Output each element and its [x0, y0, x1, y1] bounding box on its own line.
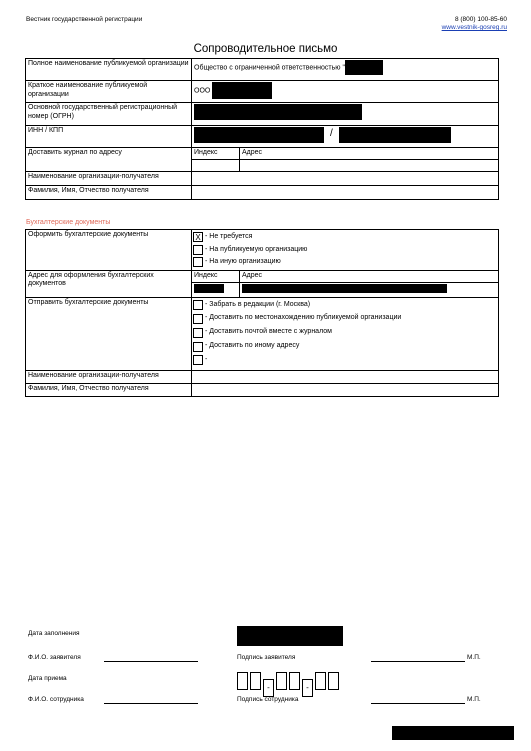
applicant-fio-line[interactable] [104, 661, 198, 662]
row-acc-recipient-org [26, 371, 499, 384]
employee-sign-line[interactable] [371, 703, 465, 704]
fill-date-redacted [237, 626, 343, 646]
row-acc-address-header [26, 270, 499, 282]
inn-kpp-cell[interactable] [192, 125, 499, 147]
option-label: - Не требуется [205, 233, 253, 240]
acc-recipient-fio-input[interactable] [192, 384, 499, 397]
full-name-label: Полное наименование публикуемой организации [26, 59, 192, 81]
date-cell[interactable] [237, 672, 248, 690]
send-docs-label: Отправить бухгалтерские документы [26, 298, 192, 371]
row-full-name [26, 59, 499, 81]
applicant-sign-label: Подпись заявителя [237, 654, 296, 661]
date-cell[interactable] [276, 672, 287, 690]
short-name-value: ООО [194, 87, 211, 95]
row-issue-docs [26, 230, 499, 271]
recipient-org-input[interactable] [192, 171, 499, 185]
date-cell[interactable] [315, 672, 326, 690]
stamp-label-1: М.П. [467, 654, 481, 661]
redacted-block [345, 60, 383, 75]
deliver-index-input[interactable] [192, 159, 240, 171]
row-deliver-header [26, 147, 499, 159]
checkbox-icon[interactable] [193, 342, 203, 352]
row-ogrn [26, 103, 499, 126]
issue-docs-label: Оформить бухгалтерские документы [26, 230, 192, 271]
row-recipient-org [26, 171, 499, 185]
option-label: - На иную организацию [205, 258, 281, 265]
short-name-cell[interactable] [192, 81, 499, 103]
acc-index-label: Индекс [192, 270, 240, 282]
date-separator: - [263, 679, 274, 697]
date-cell[interactable] [250, 672, 261, 690]
acc-address-label: Адрес для оформления бухгалтерских документов [26, 270, 192, 298]
redacted-block [212, 82, 272, 99]
row-acc-recipient-fio [26, 384, 499, 397]
date-cell[interactable] [328, 672, 339, 690]
acc-address-input[interactable] [240, 282, 499, 298]
full-name-value: Общество с ограниченной ответственностью " [194, 64, 345, 72]
acc-index-input[interactable] [192, 282, 240, 298]
option-label: - [205, 355, 208, 363]
option-label: - На публикуемую организацию [205, 245, 308, 253]
employee-sign-label: Подпись сотрудника [237, 696, 299, 703]
deliver-address-input[interactable] [240, 159, 499, 171]
employee-fio-line[interactable] [104, 703, 198, 704]
fill-date-label: Дата заполнения [28, 630, 80, 637]
deliver-label: Доставить журнал по адресу [26, 147, 192, 171]
checkbox-icon[interactable] [193, 300, 203, 310]
row-short-name [26, 81, 499, 103]
receipt-date-label: Дата приема [28, 675, 67, 682]
header-contacts [442, 16, 507, 32]
applicant-fio-label: Ф.И.О. заявителя [28, 654, 81, 661]
issue-option-none[interactable] [193, 231, 497, 244]
checkbox-icon[interactable] [193, 245, 203, 255]
header-phone: 8 (800) 100-85-60 [454, 16, 507, 23]
checkbox-icon[interactable] [193, 328, 203, 338]
recipient-fio-input[interactable] [192, 185, 499, 199]
deliver-address-label: Адрес [240, 147, 499, 159]
deliver-index-label: Индекс [192, 147, 240, 159]
short-name-label: Краткое наименование публикуемой организации [26, 81, 192, 103]
acc-recipient-fio-label: Фамилия, Имя, Отчество получателя [26, 384, 192, 397]
bottom-redacted-block [392, 726, 514, 740]
option-label: - Доставить по местонахождению публикуемой организации [205, 314, 402, 322]
employee-fio-label: Ф.И.О. сотрудника [28, 696, 84, 703]
receipt-date-cells[interactable] [237, 672, 341, 697]
checkbox-icon[interactable] [193, 314, 203, 324]
ogrn-label: Основной государственный регистрационный номер (ОГРН) [26, 103, 192, 126]
inn-kpp-label: ИНН / КПП [26, 125, 192, 147]
send-option-post[interactable] [193, 326, 497, 340]
redacted-block [194, 284, 224, 293]
applicant-sign-line[interactable] [371, 661, 465, 662]
recipient-org-label: Наименование организации-получателя [26, 171, 192, 185]
row-send-docs [26, 298, 499, 371]
acc-recipient-org-label: Наименование организации-получателя [26, 371, 192, 384]
checkbox-icon[interactable]: X [193, 232, 203, 242]
send-option-blank[interactable] [193, 354, 497, 367]
stamp-label-2: М.П. [467, 696, 481, 703]
inn-kpp-separator: / [329, 128, 333, 140]
accounting-table [25, 229, 499, 397]
option-label: - Доставить почтой вместе с журналом [205, 328, 332, 336]
redacted-block [339, 127, 451, 143]
option-label: - Доставить по иному адресу [205, 342, 300, 350]
checkbox-icon[interactable] [193, 257, 203, 267]
send-options [192, 298, 499, 371]
organization-table [25, 58, 499, 200]
send-option-other-address[interactable] [193, 340, 497, 354]
header-org-name: Вестник государственной регистрации [26, 16, 143, 23]
row-recipient-fio [26, 185, 499, 199]
date-separator: - [302, 679, 313, 697]
redacted-block [194, 104, 362, 120]
ogrn-cell[interactable] [192, 103, 499, 126]
full-name-cell[interactable] [192, 59, 499, 81]
issue-options [192, 230, 499, 271]
date-cell[interactable] [289, 672, 300, 690]
send-option-pickup[interactable] [193, 299, 497, 312]
recipient-fio-label: Фамилия, Имя, Отчество получателя [26, 185, 192, 199]
send-option-org-address[interactable] [193, 312, 497, 326]
issue-option-other-org[interactable] [193, 256, 497, 269]
option-label: - Забрать в редакции (г. Москва) [205, 301, 311, 308]
page-title: Сопроводительное письмо [193, 43, 338, 55]
acc-recipient-org-input[interactable] [192, 371, 499, 384]
redacted-block [194, 127, 324, 143]
redacted-block [242, 284, 447, 293]
acc-address-col-label: Адрес [240, 270, 499, 282]
checkbox-icon[interactable] [193, 355, 203, 365]
section-title: Бухгалтерские документы [26, 219, 111, 226]
issue-option-published-org[interactable] [193, 244, 497, 257]
row-inn-kpp [26, 125, 499, 147]
header-site-link[interactable]: www.vestnik-gosreg.ru [441, 24, 507, 31]
